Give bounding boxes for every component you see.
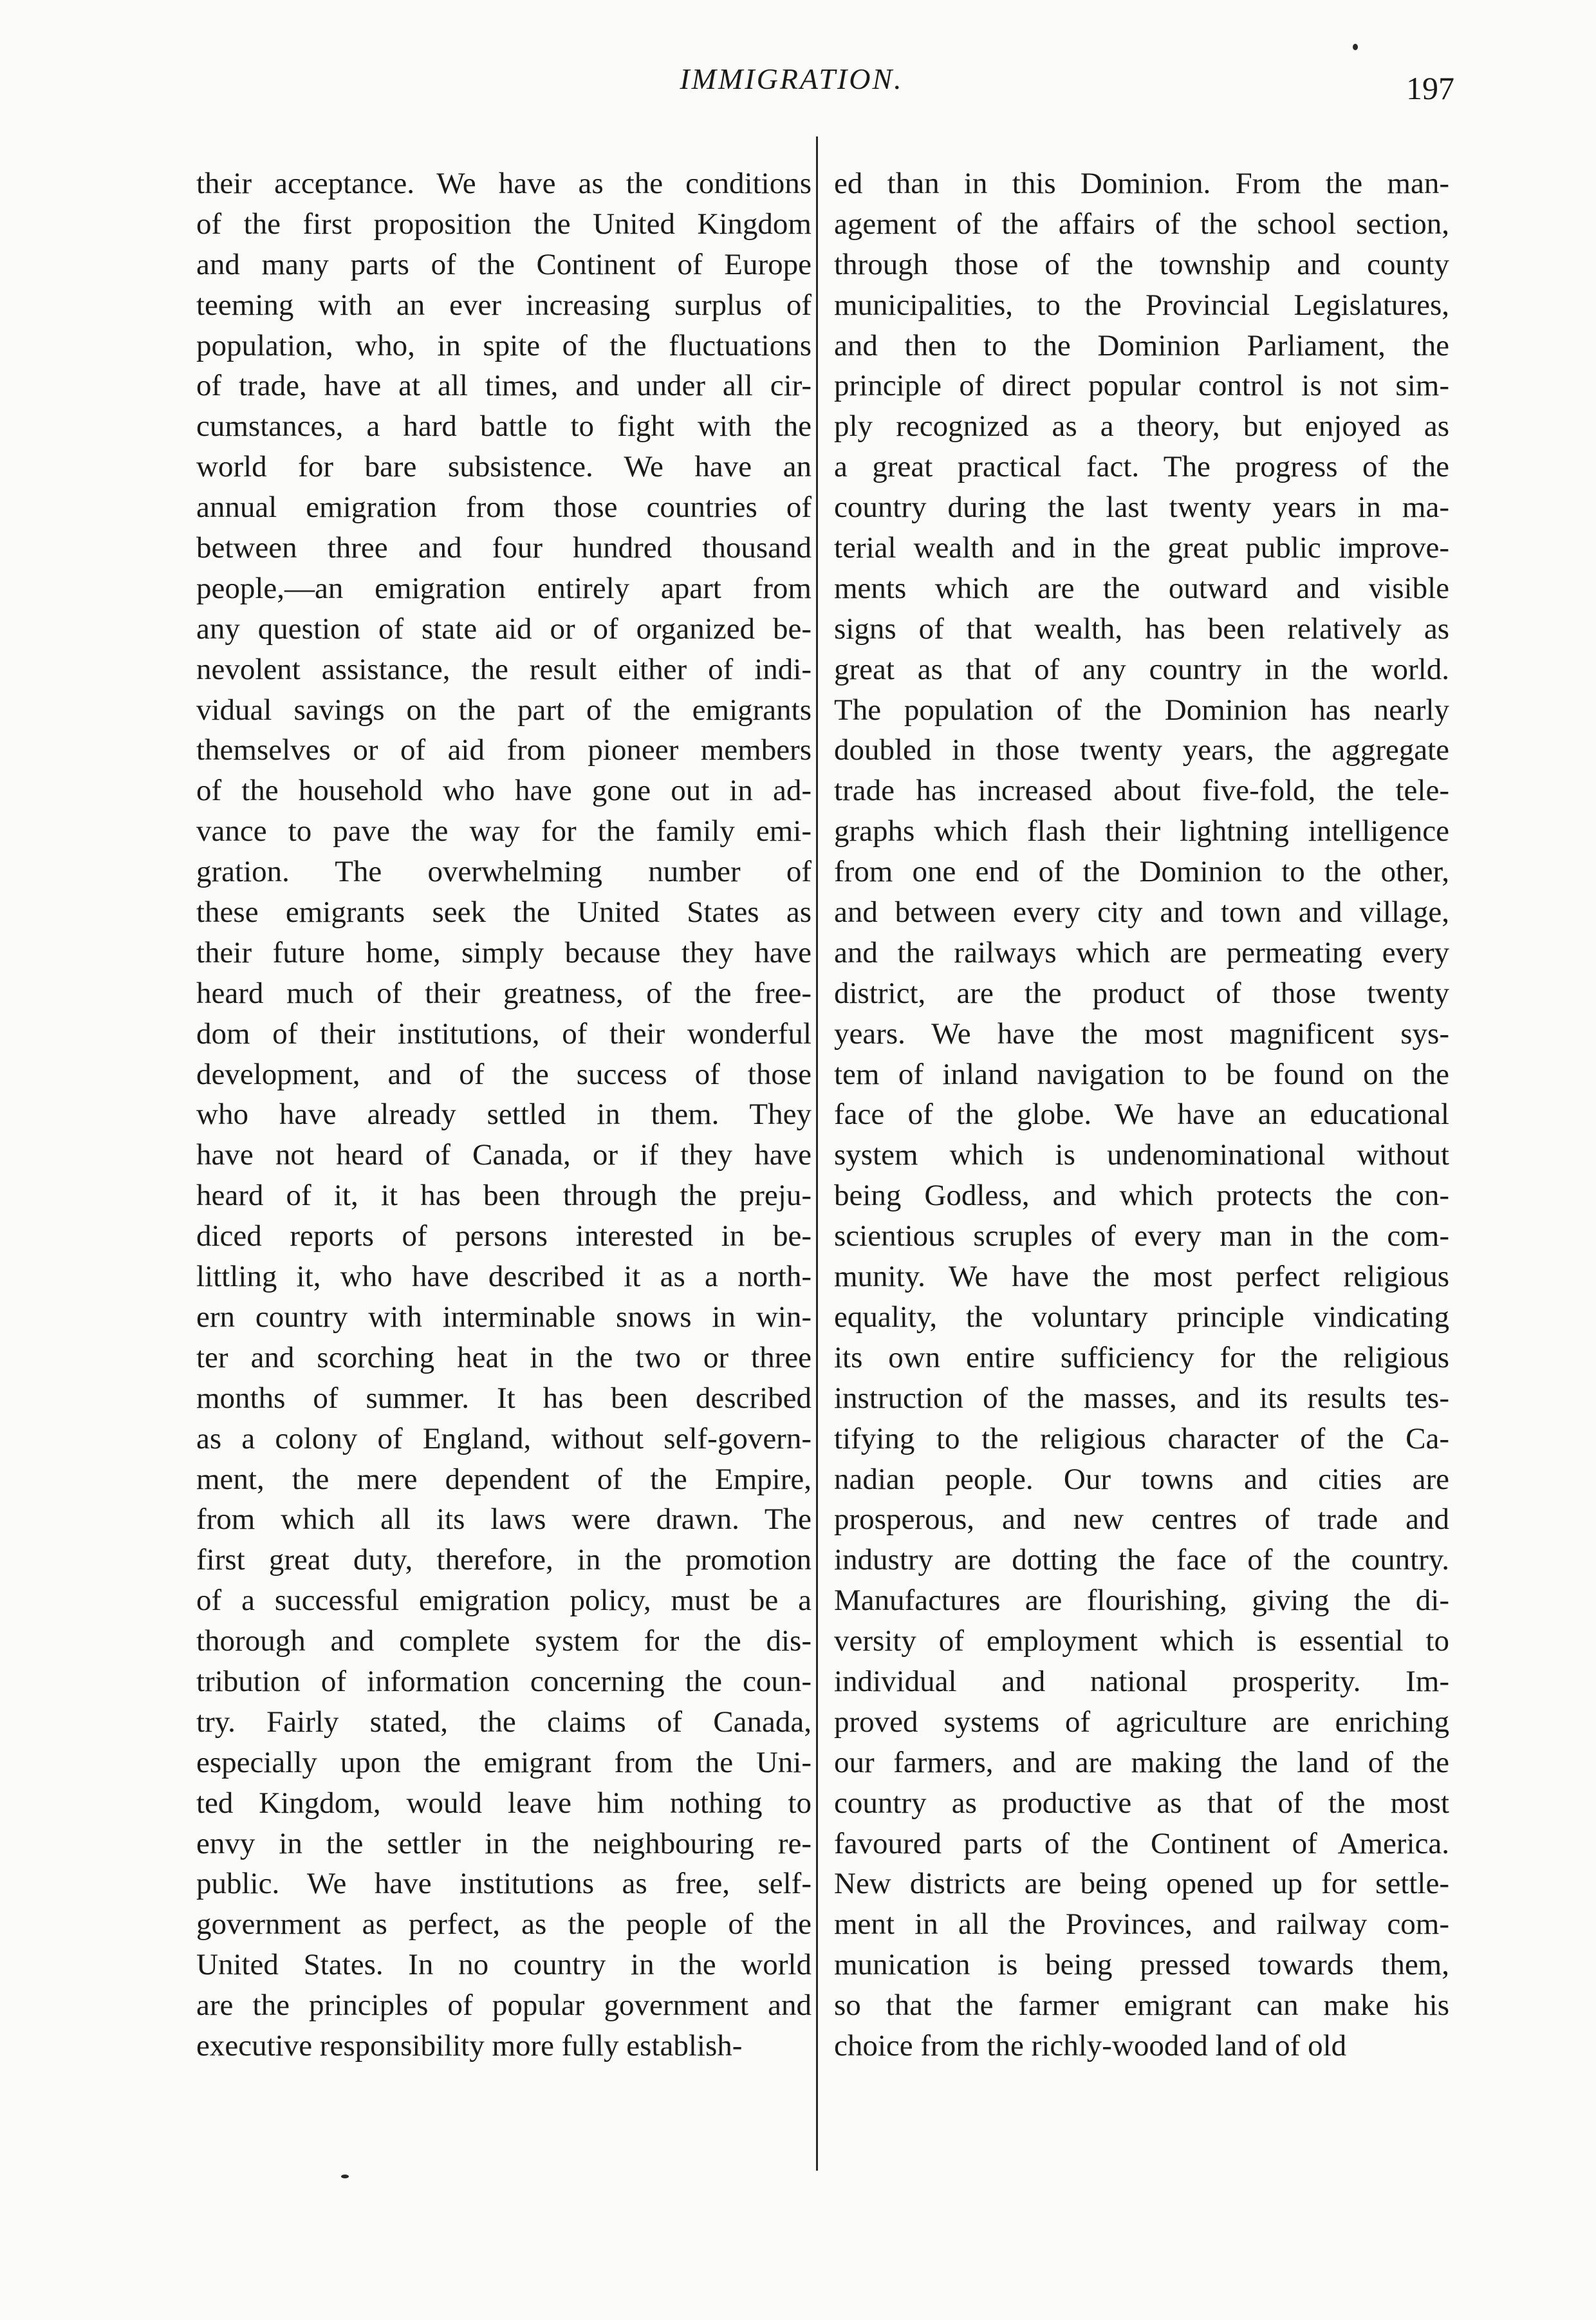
text-line: envy in the settler in the neighbouring re-: [196, 1826, 812, 1860]
text-line: ed than in this Dominion. From the man-: [834, 167, 1449, 200]
text-line: choice from the richly-wooded land of old: [834, 2028, 1347, 2063]
text-line: of the first proposition the United Kingdom: [196, 207, 812, 241]
text-line: and the railways which are permeating every: [834, 935, 1449, 969]
text-line: development, and of the success of those: [196, 1057, 812, 1091]
text-line: public. We have institutions as free, self-: [196, 1867, 812, 1901]
text-line: proved systems of agriculture are enriching: [834, 1705, 1449, 1739]
text-line: years. We have the most magnificent sys-: [834, 1016, 1449, 1051]
text-line: heard much of their greatness, of the free-: [196, 976, 812, 1010]
page-number: 197: [1406, 70, 1454, 106]
text-line: who have already settled in them. They: [196, 1098, 812, 1132]
text-line: cumstances, a hard battle to fight with the: [196, 409, 812, 444]
text-line: country as productive as that of the most: [834, 1786, 1449, 1820]
text-line: from which all its laws were drawn. The: [196, 1502, 812, 1537]
text-line: first great duty, therefore, in the promotion: [196, 1543, 812, 1577]
text-line: versity of employment which is essential to: [834, 1624, 1449, 1658]
text-line: The population of the Dominion has nearly: [834, 693, 1449, 727]
text-line: individual and national prosperity. Im-: [834, 1664, 1449, 1698]
text-line: and between every city and town and village,: [834, 895, 1449, 930]
text-line: try. Fairly stated, the claims of Canada,: [196, 1705, 812, 1739]
text-line: face of the globe. We have an educational: [834, 1098, 1449, 1132]
text-line: its own entire sufficiency for the religious: [834, 1340, 1449, 1374]
text-line: ply recognized as a theory, but enjoyed as: [834, 409, 1449, 444]
text-line: of the household who have gone out in ad-: [196, 774, 812, 808]
text-line: industry are dotting the face of the country.: [834, 1543, 1449, 1577]
text-line: are the principles of popular government and: [196, 1988, 812, 2023]
text-line: these emigrants seek the United States as: [196, 895, 812, 930]
text-line: our farmers, and are making the land of the: [834, 1745, 1449, 1779]
printing-speck: [341, 2175, 349, 2178]
text-line: agement of the affairs of the school section,: [834, 207, 1449, 241]
text-line: ments which are the outward and visible: [834, 571, 1449, 605]
text-line: doubled in those twenty years, the aggregate: [834, 733, 1449, 767]
text-line: months of summer. It has been described: [196, 1381, 812, 1415]
running-title: IMMIGRATION.: [680, 62, 904, 95]
text-line: themselves or of aid from pioneer members: [196, 733, 812, 767]
text-line: littling it, who have described it as a north-: [196, 1260, 812, 1294]
text-line: have not heard of Canada, or if they have: [196, 1138, 812, 1172]
text-line: population, who, in spite of the fluctuations: [196, 328, 812, 362]
text-line: any question of state aid or of organized be-: [196, 612, 812, 646]
text-line: municipalities, to the Provincial Legislatures,: [834, 288, 1449, 322]
text-line: equality, the voluntary principle vindicating: [834, 1300, 1449, 1334]
text-line: great as that of any country in the world.: [834, 652, 1449, 686]
text-line: munity. We have the most perfect religious: [834, 1260, 1449, 1294]
text-line: diced reports of persons interested in be-: [196, 1219, 812, 1253]
text-line: gration. The overwhelming number of: [196, 855, 812, 889]
text-line: scientious scruples of every man in the com-: [834, 1219, 1449, 1253]
text-line: United States. In no country in the world: [196, 1948, 812, 1982]
text-line: Manufactures are flourishing, giving the di-: [834, 1584, 1449, 1618]
text-line: terial wealth and in the great public improve-: [834, 531, 1449, 565]
text-line: being Godless, and which protects the con-: [834, 1179, 1449, 1213]
text-line: through those of the township and county: [834, 247, 1449, 281]
text-line: a great practical fact. The progress of the: [834, 450, 1449, 484]
text-line: country during the last twenty years in ma-: [834, 491, 1449, 525]
text-line: teeming with an ever increasing surplus of: [196, 288, 812, 322]
text-line: people,—an emigration entirely apart from: [196, 571, 812, 605]
text-line: world for bare subsistence. We have an: [196, 450, 812, 484]
text-line: tem of inland navigation to be found on the: [834, 1057, 1449, 1091]
text-line: government as perfect, as the people of the: [196, 1907, 812, 1941]
text-line: ern country with interminable snows in win-: [196, 1300, 812, 1334]
text-line: especially upon the emigrant from the Uni-: [196, 1745, 812, 1779]
text-line: tribution of information concerning the coun-: [196, 1664, 812, 1698]
text-line: between three and four hundred thousand: [196, 531, 812, 565]
text-line: instruction of the masses, and its results tes-: [834, 1381, 1449, 1415]
text-line: prosperous, and new centres of trade and: [834, 1502, 1449, 1537]
text-line: tifying to the religious character of the Ca-: [834, 1421, 1449, 1455]
text-line: vidual savings on the part of the emigrants: [196, 693, 812, 727]
text-line: district, are the product of those twenty: [834, 976, 1449, 1010]
text-line: nadian people. Our towns and cities are: [834, 1462, 1449, 1496]
text-line: and many parts of the Continent of Europe: [196, 247, 812, 281]
text-line: so that the farmer emigrant can make his: [834, 1988, 1449, 2023]
text-line: favoured parts of the Continent of America.: [834, 1826, 1449, 1860]
text-line: principle of direct popular control is not sim-: [834, 369, 1449, 403]
text-line: signs of that wealth, has been relatively as: [834, 612, 1449, 646]
text-line: of trade, have at all times, and under all cir-: [196, 369, 812, 403]
text-line: ter and scorching heat in the two or three: [196, 1340, 812, 1374]
running-head: [0, 62, 1596, 113]
text-line: ment, the mere dependent of the Empire,: [196, 1462, 812, 1496]
text-line: dom of their institutions, of their wonderful: [196, 1016, 812, 1051]
text-line: New districts are being opened up for settle-: [834, 1867, 1449, 1901]
text-line: heard of it, it has been through the preju-: [196, 1179, 812, 1213]
text-line: from one end of the Dominion to the other,: [834, 855, 1449, 889]
text-line: of a successful emigration policy, must be a: [196, 1584, 812, 1618]
text-line: vance to pave the way for the family emi-: [196, 814, 812, 848]
text-line: munication is being pressed towards them,: [834, 1948, 1449, 1982]
text-line: and then to the Dominion Parliament, the: [834, 328, 1449, 362]
text-line: nevolent assistance, the result either of indi-: [196, 652, 812, 686]
text-line: executive responsibility more fully establish-: [196, 2028, 743, 2063]
text-line: ted Kingdom, would leave him nothing to: [196, 1786, 812, 1820]
printing-speck: [1353, 44, 1358, 50]
text-line: trade has increased about five-fold, the tele-: [834, 774, 1449, 808]
text-line: as a colony of England, without self-govern-: [196, 1421, 812, 1455]
text-line: ment in all the Provinces, and railway com-: [834, 1907, 1449, 1941]
text-line: graphs which flash their lightning intelligence: [834, 814, 1449, 848]
text-line: their acceptance. We have as the conditions: [196, 167, 812, 200]
text-line: annual emigration from those countries of: [196, 491, 812, 525]
left-column: [196, 164, 812, 2066]
right-column: [834, 164, 1449, 2066]
text-line: their future home, simply because they have: [196, 935, 812, 969]
text-line: thorough and complete system for the dis-: [196, 1624, 812, 1658]
column-divider: [816, 136, 818, 2171]
text-line: system which is undenominational without: [834, 1138, 1449, 1172]
